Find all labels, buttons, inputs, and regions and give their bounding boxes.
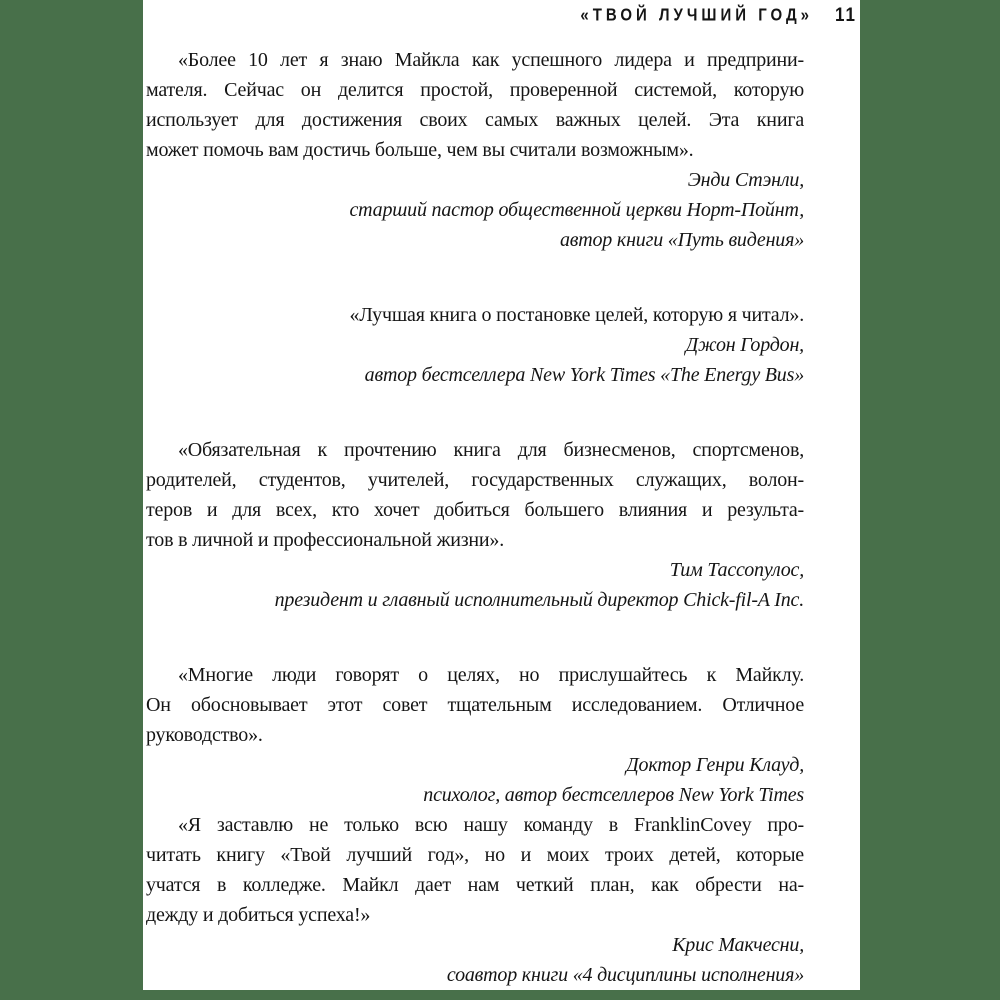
- testimonial-block-jon-gordon: [146, 300, 804, 390]
- attribution: [146, 750, 804, 810]
- attribution-line: Доктор Генри Клауд,: [626, 754, 804, 776]
- quote-line: теров и для всех, кто хочет добиться большего влияния и результа-: [146, 499, 804, 521]
- quote-line: «Я заставлю не только всю нашу команду в FranklinCovey про-: [178, 814, 804, 836]
- attribution-line: автор книги «Путь видения»: [559, 229, 804, 251]
- quote-line: «Обязательная к прочтению книга для бизнесменов, спортсменов,: [178, 439, 804, 461]
- attribution-line: Тим Тассопулос,: [669, 559, 804, 581]
- testimonial-block-tim-tassopoulos: [146, 435, 804, 615]
- attribution-line: психолог, автор бестселлеров New York Times: [423, 784, 804, 806]
- quote-line: «Многие люди говорят о целях, но прислушайтесь к Майклу.: [178, 664, 804, 686]
- quote-line: мателя. Сейчас он делится простой, проверенной системой, которую: [146, 79, 804, 101]
- quote-line: Он обосновывает этот совет тщательным исследованием. Отличное: [146, 694, 804, 716]
- attribution-line: Джон Гордон,: [685, 334, 804, 356]
- quote-line: читать книгу «Твой лучший год», но и моих троих детей, которые: [146, 844, 804, 866]
- quote-paragraph: [146, 435, 804, 555]
- quote-line: «Лучшая книга о постановке целей, которую я читал».: [349, 304, 804, 326]
- attribution: [146, 165, 804, 255]
- quote-line: учатся в колледже. Майкл дает нам четкий план, как обрести на-: [146, 874, 804, 896]
- quote-paragraph: [146, 660, 804, 750]
- quote-line: руководство».: [146, 724, 263, 746]
- quote-line: тов в личной и профессиональной жизни».: [146, 529, 505, 551]
- page-number: 11: [835, 3, 857, 26]
- attribution-line: Крис Макчесни,: [672, 934, 804, 956]
- quote-line: дежду и добиться успеха!»: [146, 904, 371, 926]
- testimonial-block-henry-cloud: [146, 660, 804, 810]
- quote-paragraph: [146, 810, 804, 930]
- quote-paragraph: [146, 45, 804, 165]
- attribution-line: соавтор книги «4 дисциплины исполнения»: [446, 964, 804, 986]
- quote-line: может помочь вам достичь больше, чем вы считали возможным».: [146, 139, 694, 161]
- attribution: [146, 330, 804, 390]
- quote-line: родителей, студентов, учителей, государственных служащих, волон-: [146, 469, 804, 491]
- quote-line: использует для достижения своих самых важных целей. Эта книга: [146, 109, 804, 131]
- quote-paragraph: [146, 300, 804, 330]
- testimonial-block-chris-mcchesney: [146, 810, 804, 990]
- text-block: [143, 45, 804, 990]
- running-header: [143, 5, 860, 25]
- attribution: [146, 555, 804, 615]
- book-page: [143, 0, 860, 990]
- attribution: [146, 930, 804, 990]
- attribution-line: Энди Стэнли,: [687, 169, 804, 191]
- attribution-line: президент и главный исполнительный директор Chick-fil-A Inc.: [274, 589, 804, 611]
- header-title: «ТВОЙ ЛУЧШИЙ ГОД»: [580, 5, 814, 26]
- attribution-line: старший пастор общественной церкви Норт-Пойнт,: [349, 199, 804, 221]
- attribution-line: автор бестселлера New York Times «The Energy Bus»: [364, 364, 804, 386]
- testimonial-block-andy-stanley: [146, 45, 804, 255]
- quote-line: «Более 10 лет я знаю Майкла как успешного лидера и предприни-: [178, 49, 804, 71]
